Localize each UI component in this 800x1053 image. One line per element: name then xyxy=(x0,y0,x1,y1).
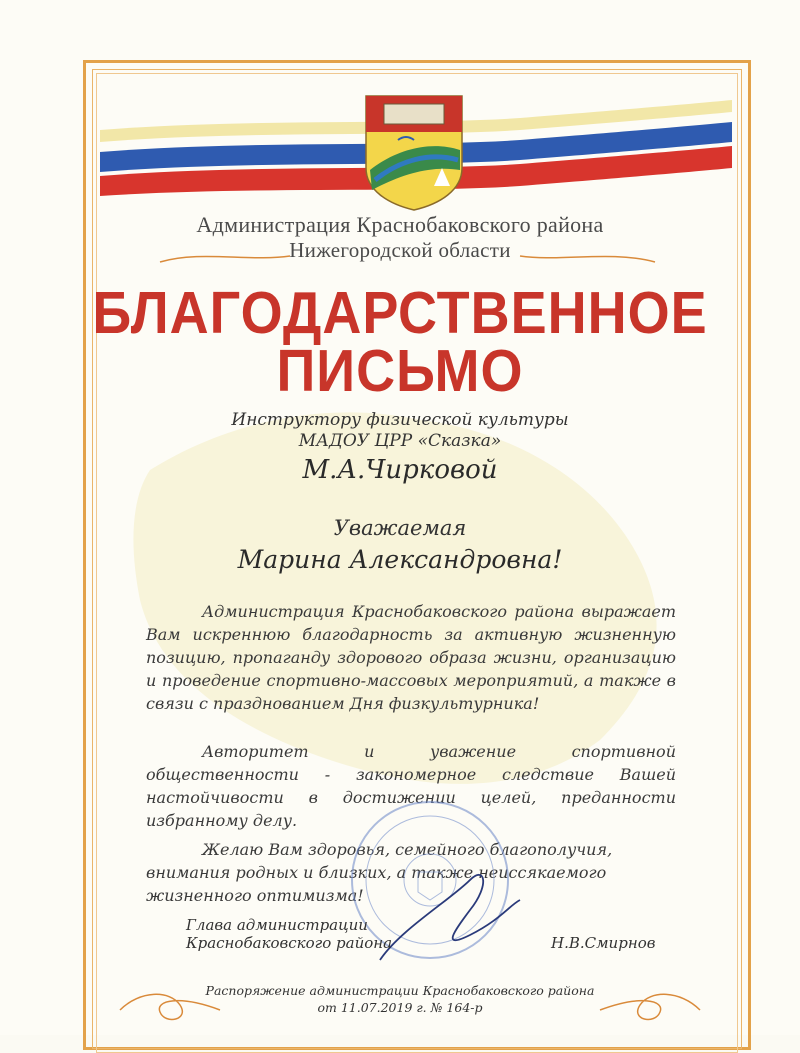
greeting-line-2: Марина Александровна! xyxy=(237,545,563,574)
order-line-2: от 11.07.2019 г. № 164-р xyxy=(317,1000,483,1015)
title-line-1: БЛАГОДАРСТВЕННОЕ xyxy=(92,280,708,346)
admin-line-2: Нижегородской области xyxy=(289,238,511,262)
signer-name: Н.В.Смирнов xyxy=(551,934,656,952)
signature-role-line-1: Глава администрации xyxy=(186,916,368,934)
title-line-2: ПИСЬМО xyxy=(276,338,524,404)
signature-role-line-2: Краснобаковского района xyxy=(186,934,393,952)
order-line-1: Распоряжение администрации Краснобаковского района xyxy=(205,983,595,998)
body-paragraph-3: Желаю Вам здоровья, семейного благополучия, внимания родных и близких, а также неиссякаемого жизненного оптимизма! xyxy=(146,840,613,905)
recipient-position-line-1: Инструктору физической культуры xyxy=(231,410,569,430)
admin-line-1: Администрация Краснобаковского района xyxy=(196,212,604,237)
recipient-position-line-2: МАДОУ ЦРР «Сказка» xyxy=(298,431,502,451)
body-paragraph-2: Авторитет и уважение спортивной общественности - закономерное следствие Вашей настойчивости в достижении целей, преданности избранному делу. xyxy=(146,742,676,830)
recipient-name: М.А.Чирковой xyxy=(302,455,498,485)
greeting-line-1: Уважаемая xyxy=(333,516,467,540)
body-paragraph-1: Администрация Краснобаковского района выражает Вам искреннюю благодарность за активную жизненную позицию, пропаганду здорового образа жизни, организацию и проведение спортивно-массовых мероприятий, а также в связи с празднованием Дня физкультурника! xyxy=(146,602,676,713)
